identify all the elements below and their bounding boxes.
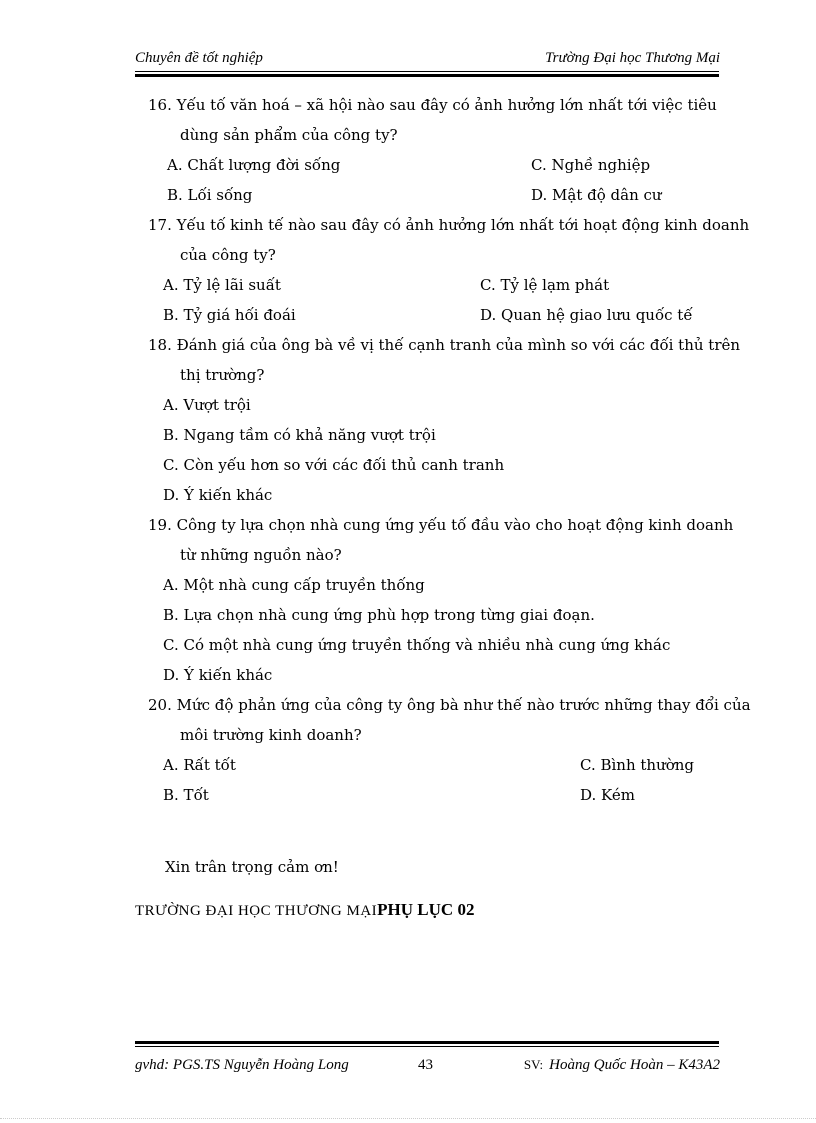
question-20-option-c: C. Bình thường [580,756,695,774]
question-20-option-d: D. Kém [580,786,635,804]
question-19-option-d: D. Ý kiến khác [163,666,273,684]
header-left-text: Chuyên đề tốt nghiệp [135,50,263,66]
question-16-option-b: B. Lối sống [167,186,253,204]
footer-student [524,1057,720,1074]
question-16-line2: dùng sản phẩm của công ty? [180,126,398,144]
question-16-line1: 16. Yếu tố văn hoá – xã hội nào sau đây có ảnh hưởng lớn nhất tới việc tiêu [148,96,717,114]
question-17-option-d: D. Quan hệ giao lưu quốc tế [480,306,693,324]
question-20-option-b: B. Tốt [163,786,209,804]
footer-rule-thick [135,1041,719,1044]
footer-rule-thin [135,1046,719,1047]
question-17-option-c: C. Tỷ lệ lạm phát [480,276,610,294]
appendix-title [135,900,474,920]
question-19-line1: 19. Công ty lựa chọn nhà cung ứng yếu tố đầu vào cho hoạt động kinh doanh [148,516,734,534]
question-19-option-b: B. Lựa chọn nhà cung ứng phù hợp trong từng giai đoạn. [163,606,595,624]
appendix-title-school: TRƯỜNG ĐẠI HỌC THƯƠNG MẠI [135,903,378,919]
question-19-line2: từ những nguồn nào? [180,546,342,564]
question-18-option-c: C. Còn yếu hơn so với các đối thủ canh tranh [163,456,505,474]
question-18-option-a: A. Vượt trội [163,396,251,414]
question-18-line1: 18. Đánh giá của ông bà về vị thế cạnh tranh của mình so với các đối thủ trên [148,336,741,354]
footer-advisor: gvhd: PGS.TS Nguyễn Hoàng Long [135,1057,349,1073]
question-17-line2: của công ty? [180,246,276,264]
question-17-line1: 17. Yếu tố kinh tế nào sau đây có ảnh hưởng lớn nhất tới hoạt động kinh doanh [148,216,750,234]
question-20-option-a: A. Rất tốt [163,756,236,774]
header-rule-thin [135,71,719,72]
question-20-line2: môi trường kinh doanh? [180,726,362,744]
thank-you-text: Xin trân trọng cảm ơn! [165,858,339,876]
question-16-option-d: D. Mật độ dân cư [531,186,662,204]
question-19-option-a: A. Một nhà cung cấp truyền thống [163,576,425,594]
question-18-option-d: D. Ý kiến khác [163,486,273,504]
footer-student-name: Hoàng Quốc Hoàn – K43A2 [549,1057,720,1073]
question-19-option-c: C. Có một nhà cung ứng truyền thống và nhiều nhà cung ứng khác [163,636,671,654]
question-18-line2: thị trường? [180,366,265,384]
question-17-option-b: B. Tỷ giá hối đoái [163,306,296,324]
appendix-title-label: PHỤ LỤC 02 [377,900,475,919]
page-number: 43 [418,1057,433,1073]
question-17-option-a: A. Tỷ lệ lãi suất [163,276,281,294]
header-rule-thick [135,74,719,77]
question-16-option-c: C. Nghề nghiệp [531,156,651,174]
page-edge-divider [0,1118,816,1119]
question-16-option-a: A. Chất lượng đời sống [167,156,341,174]
question-18-option-b: B. Ngang tầm có khả năng vượt trội [163,426,436,444]
footer-sv-label: SV: [523,1057,544,1072]
question-20-line1: 20. Mức độ phản ứng của công ty ông bà như thế nào trước những thay đổi của [148,696,751,714]
header-right-text: Trường Đại học Thương Mại [545,50,720,66]
